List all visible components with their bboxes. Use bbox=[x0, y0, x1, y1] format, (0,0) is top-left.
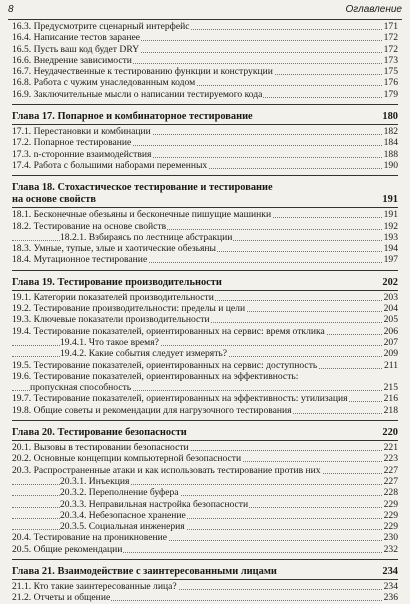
toc-entry-page: 184 bbox=[383, 137, 398, 149]
toc-entry bbox=[12, 521, 398, 532]
toc-entry-page: 188 bbox=[383, 148, 398, 160]
toc-entry-title: 21.1. Кто такие заинтересованные лица? bbox=[12, 580, 177, 592]
toc-entry bbox=[12, 326, 398, 337]
toc-entry-page: 236 bbox=[383, 592, 398, 604]
toc-entry bbox=[12, 21, 398, 32]
toc-entry bbox=[12, 160, 398, 171]
chapter-block bbox=[12, 427, 398, 555]
toc-entry-title: 20.3.1. Инъекция bbox=[60, 475, 130, 487]
toc-entry bbox=[12, 348, 398, 359]
chapter-page: 180 bbox=[382, 111, 398, 123]
toc-entry-page: 172 bbox=[383, 32, 398, 44]
toc-entry-page: 232 bbox=[383, 543, 398, 555]
toc-entry-title: 19.4.2. Какие события следует измерять? bbox=[60, 348, 228, 360]
toc-entry bbox=[12, 243, 398, 254]
toc-entry-page: 191 bbox=[383, 209, 398, 221]
toc-entry-page: 190 bbox=[383, 159, 398, 171]
chapter-title-line: на основе свойств bbox=[12, 194, 96, 206]
toc-entry bbox=[12, 77, 398, 88]
toc-entry-page: 229 bbox=[383, 498, 398, 510]
toc-entry-page: 194 bbox=[383, 243, 398, 255]
toc-entry-title: 21.2. Отчеты и общение bbox=[12, 592, 111, 604]
toc-entry-title: 20.2. Основные концепции компьютерной безопасности bbox=[12, 453, 242, 465]
toc-entry bbox=[12, 66, 398, 77]
chapter-page: 191 bbox=[382, 194, 398, 206]
toc-entry-title: 18.1. Бесконечные обезьяны и бесконечные пишущие машинки bbox=[12, 209, 272, 221]
toc-entry-page: 204 bbox=[383, 303, 398, 315]
chapter-separator bbox=[12, 270, 398, 271]
running-title: Оглавление bbox=[345, 4, 402, 15]
toc-entry bbox=[12, 89, 398, 100]
toc-entry-page: 230 bbox=[383, 532, 398, 544]
toc-entry-title: 19.8. Общие советы и рекомендации для нагрузочного тестирования bbox=[12, 404, 292, 416]
toc-entry bbox=[12, 592, 398, 603]
toc-entry-title: пропускная способность bbox=[30, 382, 132, 394]
toc-entry bbox=[12, 209, 398, 220]
toc-entry bbox=[12, 314, 398, 325]
chapter-page: 202 bbox=[382, 276, 398, 288]
toc-entry-title: 19.5. Тестирование показателей, ориентированных на сервис: доступность bbox=[12, 359, 318, 371]
toc-entry bbox=[12, 254, 398, 265]
toc-entry bbox=[12, 149, 398, 160]
toc-entry-page: 227 bbox=[383, 475, 398, 487]
toc-entry-title: 18.3. Умные, тупые, злые и хаотические обезьяны bbox=[12, 243, 216, 255]
chapter-title-line: Глава 21. Взаимодействие с заинтересованными лицами bbox=[12, 565, 277, 577]
chapter-block bbox=[12, 277, 398, 416]
toc-entry-title: 16.8. Работа с чужим унаследованным кодом bbox=[12, 77, 196, 89]
chapter-heading bbox=[12, 277, 398, 291]
toc-entry bbox=[12, 232, 398, 243]
page-header bbox=[8, 4, 402, 18]
toc-entry bbox=[12, 360, 398, 371]
toc-entry bbox=[12, 371, 398, 382]
toc-entry-page: 211 bbox=[383, 359, 398, 371]
chapter-title-line: Глава 18. Стохастическое тестирование и тестирование bbox=[12, 182, 273, 194]
toc-entry bbox=[12, 55, 398, 66]
toc-entry-title: 17.1. Перестановки и комбинации bbox=[12, 126, 151, 138]
header-rule bbox=[8, 19, 402, 20]
page-number: 8 bbox=[8, 4, 14, 15]
toc-entry-title: 19.6. Тестирование показателей, ориентированных на эффективность: bbox=[12, 370, 299, 382]
toc-entry-title: 20.3.3. Неправильная настройка безопасности bbox=[60, 498, 249, 510]
chapter-block bbox=[12, 182, 398, 265]
toc-entry-page: 171 bbox=[383, 21, 398, 32]
toc-entry-page: 228 bbox=[383, 487, 398, 499]
chapter-separator bbox=[12, 559, 398, 560]
chapter-separator bbox=[12, 104, 398, 105]
toc-entry-title: 20.1. Вызовы в тестировании безопасности bbox=[12, 442, 189, 454]
chapter-heading bbox=[12, 566, 398, 580]
toc-entry-page: 193 bbox=[383, 231, 398, 243]
toc-entry-title: 20.3.2. Переполнение буфера bbox=[60, 487, 179, 499]
toc-entry-title: 20.5. Общие рекомендации bbox=[12, 543, 123, 555]
toc-entry-page: 207 bbox=[383, 336, 398, 348]
toc-entry-page: 229 bbox=[383, 521, 398, 533]
toc-entry-page: 221 bbox=[383, 442, 398, 454]
chapter-heading bbox=[12, 427, 398, 441]
toc-entry-page: 182 bbox=[383, 126, 398, 138]
toc-entry-title: 16.5. Пусть ваш код будет DRY bbox=[12, 43, 140, 55]
toc-entry-title: 17.4. Работа с большими наборами переменных bbox=[12, 159, 208, 171]
toc-entry-title: 17.2. Попарное тестирование bbox=[12, 137, 132, 149]
toc-entry bbox=[12, 544, 398, 555]
toc-entry-title: 20.3.4. Небезопасное хранение bbox=[60, 509, 186, 521]
toc-entry-page: 205 bbox=[383, 314, 398, 326]
table-of-contents bbox=[12, 21, 398, 604]
chapter-heading bbox=[12, 111, 398, 125]
toc-entry-title: 16.4. Написание тестов заранее bbox=[12, 32, 140, 44]
toc-entry-title: 16.6. Внедрение зависимости bbox=[12, 54, 132, 66]
toc-entry-title: 19.7. Тестирование показателей, ориентированных на эффективность: утилизация bbox=[12, 393, 348, 405]
toc-entry bbox=[12, 581, 398, 592]
chapter-title-line: Глава 20. Тестирование безопасности bbox=[12, 427, 187, 439]
toc-entry bbox=[12, 303, 398, 314]
toc-entry-title: 18.2. Тестирование на основе свойств bbox=[12, 220, 167, 232]
chapter-title-line: Глава 19. Тестирование производительности bbox=[12, 276, 222, 288]
toc-entry-page: 209 bbox=[383, 348, 398, 360]
toc-entry bbox=[12, 532, 398, 543]
toc-entry bbox=[12, 465, 398, 476]
toc-entry-title: 16.9. Заключительные мысли о написании тестируемого кода bbox=[12, 88, 263, 100]
toc-entry-title: 19.2. Тестирование производительности: пределы и цели bbox=[12, 303, 246, 315]
toc-entry bbox=[12, 382, 398, 393]
toc-entry-title: 20.3. Распространенные атаки и как использовать тестирование против них bbox=[12, 464, 321, 476]
toc-entry bbox=[12, 405, 398, 416]
toc-entry-title: 17.3. n-сторонние взаимодействия bbox=[12, 148, 152, 160]
toc-entry-page: 216 bbox=[383, 393, 398, 405]
toc-entry-title: 19.4.1. Что такое время? bbox=[60, 336, 159, 348]
toc-entry bbox=[12, 487, 398, 498]
toc-entry-title: 18.4. Мутационное тестирование bbox=[12, 254, 148, 266]
toc-entry bbox=[12, 32, 398, 43]
toc-entry bbox=[12, 476, 398, 487]
chapter-block bbox=[12, 111, 398, 171]
toc-entry-page: 203 bbox=[383, 291, 398, 303]
toc-entry-page: 234 bbox=[383, 580, 398, 592]
toc-entry-page: 175 bbox=[383, 66, 398, 78]
toc-entry-title: 18.2.1. Взбираясь по лестнице абстракции bbox=[60, 231, 233, 243]
chapter-title-line: Глава 17. Попарное и комбинаторное тестирование bbox=[12, 111, 253, 123]
chapter-separator bbox=[12, 175, 398, 176]
toc-entry-page: 179 bbox=[383, 88, 398, 100]
toc-entry-page: 215 bbox=[383, 382, 398, 394]
chapter-separator bbox=[12, 420, 398, 421]
toc-entry-page: 223 bbox=[383, 453, 398, 465]
toc-entry bbox=[12, 453, 398, 464]
toc-entry-title: 16.7. Неудачественные к тестированию функции и конструкции bbox=[12, 66, 273, 78]
chapter-page: 220 bbox=[382, 427, 398, 439]
toc-entry bbox=[12, 221, 398, 232]
toc-entry-title: 20.4. Тестирование на проникновение bbox=[12, 532, 167, 544]
toc-entry bbox=[12, 337, 398, 348]
toc-entry-page: 218 bbox=[383, 404, 398, 416]
chapter-block bbox=[12, 566, 398, 604]
toc-entry bbox=[12, 292, 398, 303]
toc-entry-page: 173 bbox=[383, 54, 398, 66]
toc-entry-page: 227 bbox=[383, 464, 398, 476]
toc-entry-page: 176 bbox=[383, 77, 398, 89]
toc-entry-title: 20.3.5. Социальная инженерия bbox=[60, 521, 185, 533]
toc-entry bbox=[12, 510, 398, 521]
toc-entry bbox=[12, 44, 398, 55]
toc-entry-title: 16.3. Предусмотрите сценарный интерфейс bbox=[12, 21, 190, 32]
toc-entry bbox=[12, 137, 398, 148]
toc-entry-title: 19.1. Категории показателей производительности bbox=[12, 291, 214, 303]
toc-entry bbox=[12, 126, 398, 137]
toc-entry-title: 19.3. Ключевые показатели производительности bbox=[12, 314, 210, 326]
toc-entry bbox=[12, 499, 398, 510]
toc-entry-page: 172 bbox=[383, 43, 398, 55]
toc-entry bbox=[12, 393, 398, 404]
chapter-heading bbox=[12, 182, 398, 208]
chapter-page: 234 bbox=[382, 565, 398, 577]
toc-entry-page: 192 bbox=[383, 220, 398, 232]
toc-entry-page: 206 bbox=[383, 325, 398, 337]
toc-entry-page: 229 bbox=[383, 509, 398, 521]
toc-entry-title: 19.4. Тестирование показателей, ориентированных на сервис: время отклика bbox=[12, 325, 325, 337]
toc-entry bbox=[12, 442, 398, 453]
toc-entry-page: 197 bbox=[383, 254, 398, 266]
